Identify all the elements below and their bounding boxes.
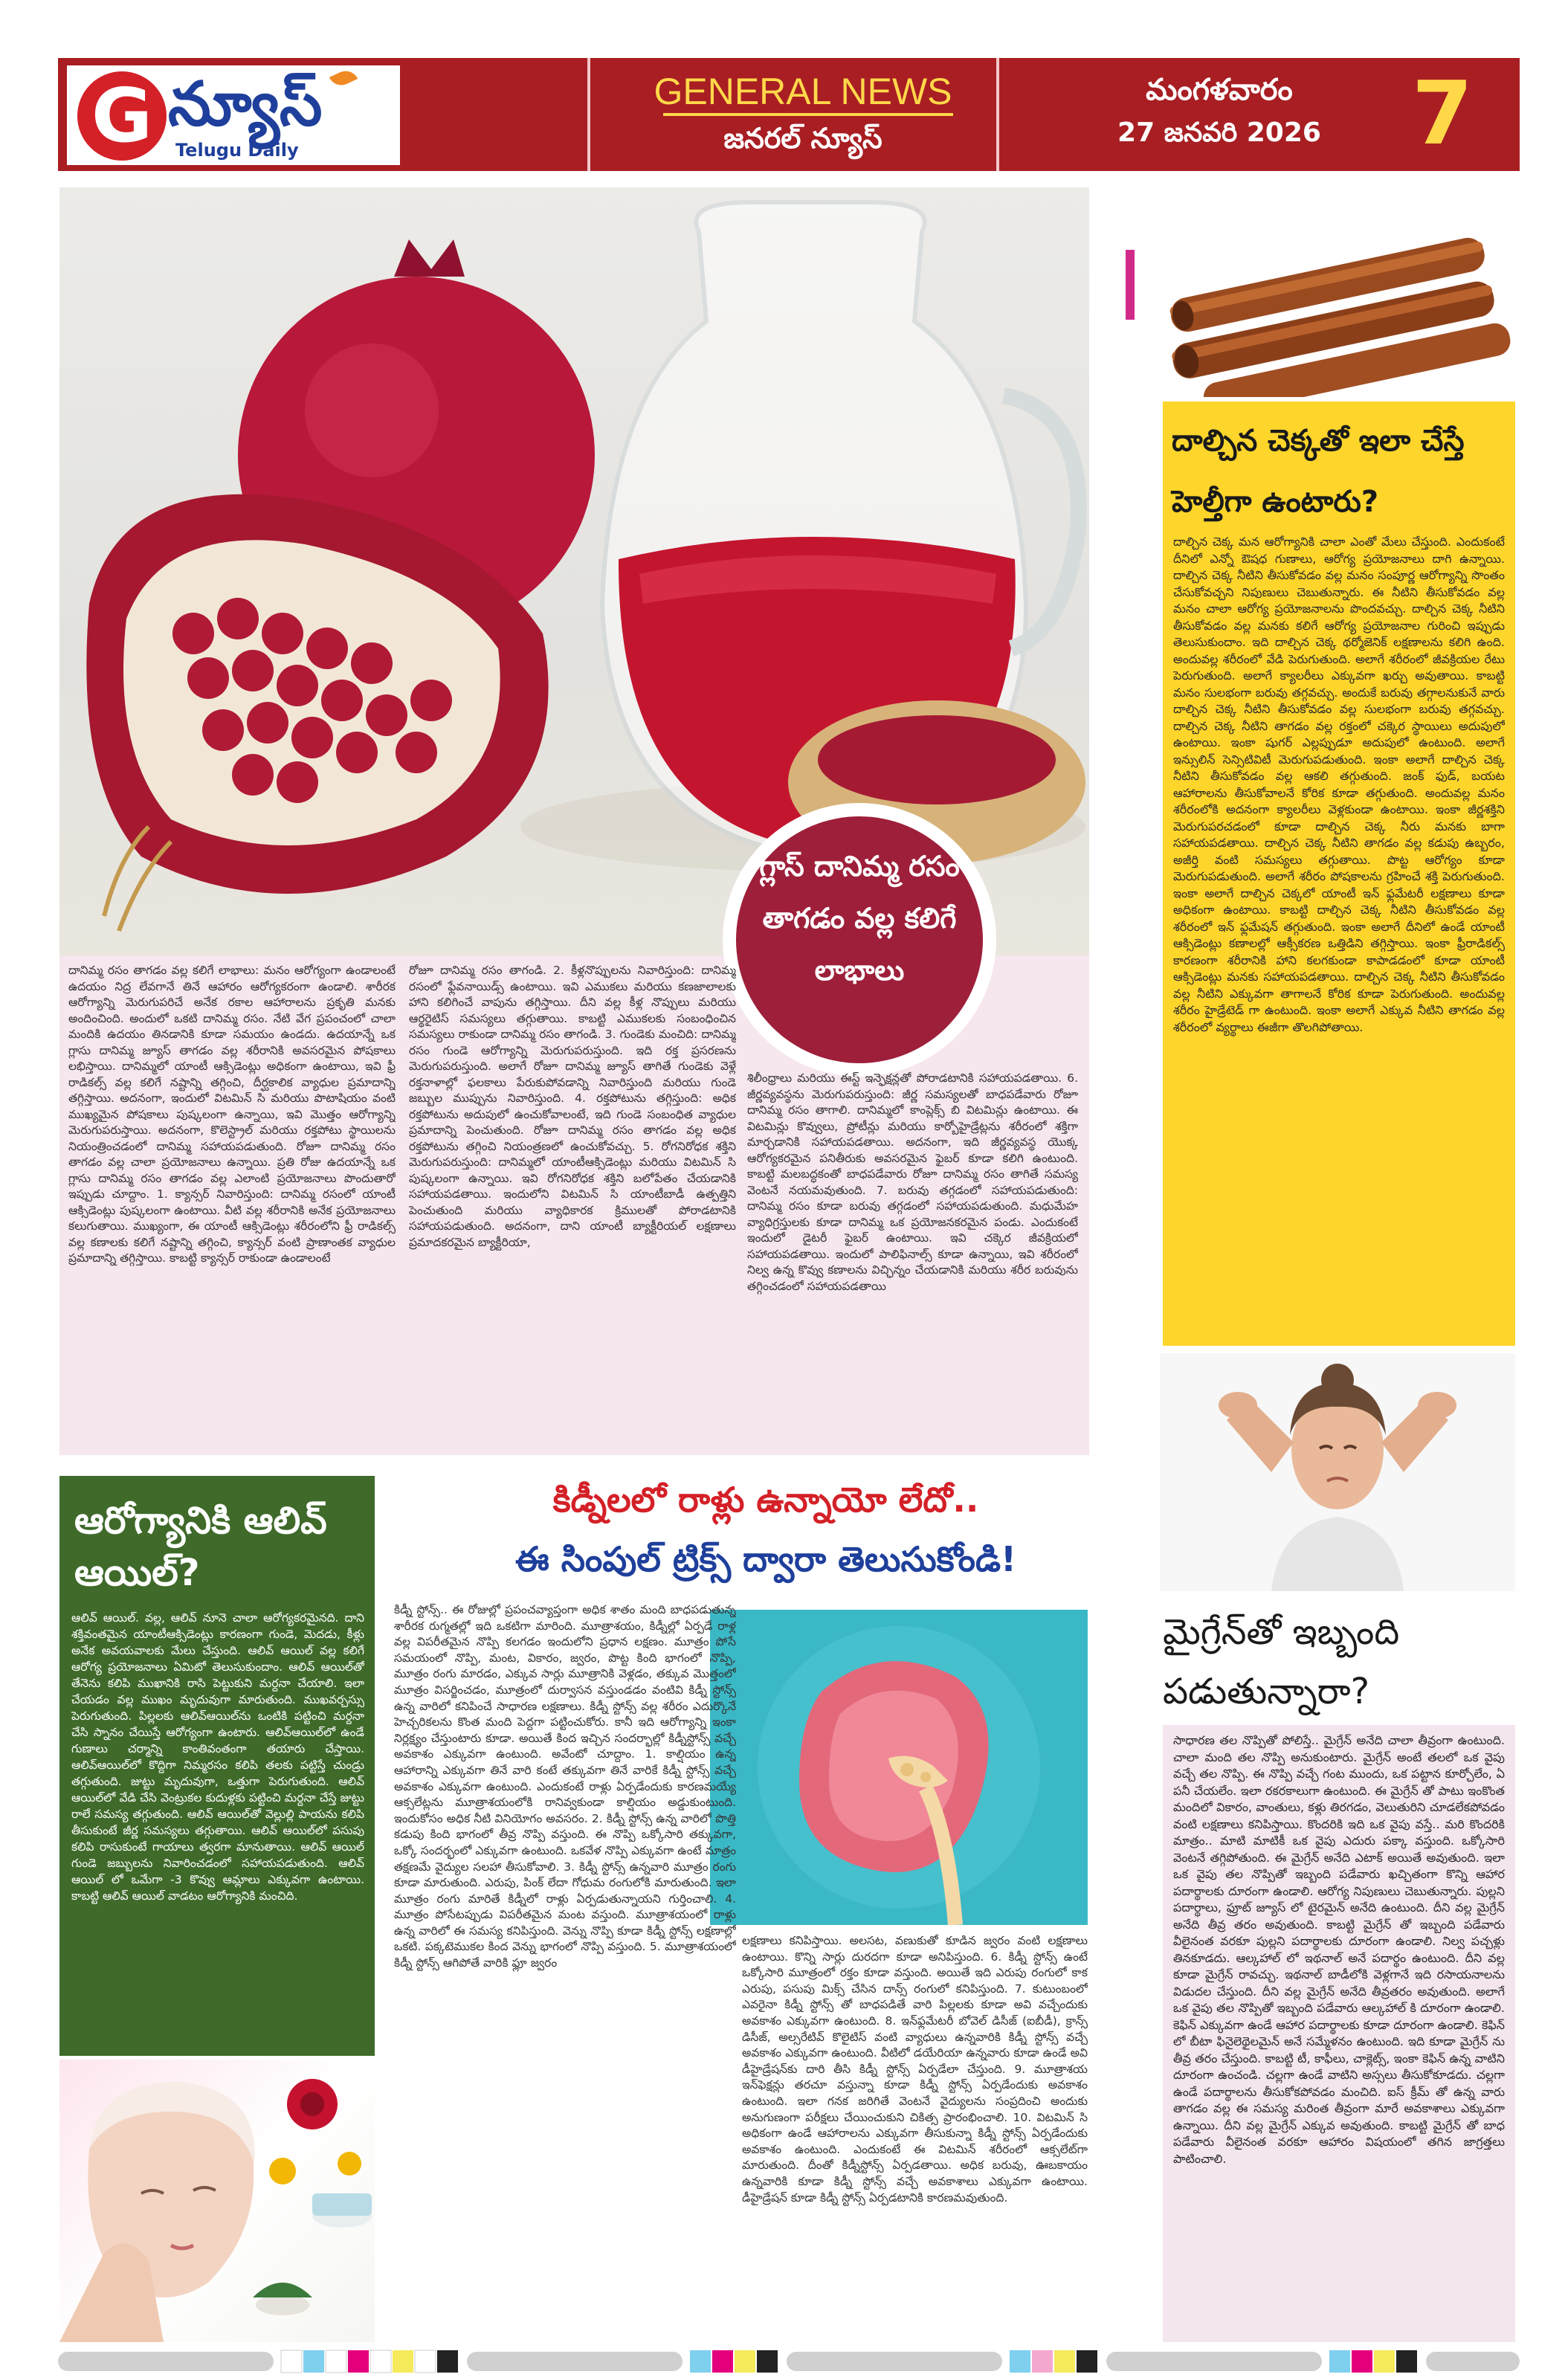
kidney-column-1: కిడ్నీ స్టోన్స్.. ఈ రోజుల్లో ప్రపంచవ్యాప్తంగా అధిక శాతం మంది బాధపడుతున్న శారీరక రుగ్మతల్లో ఇది ఒకటిగా మారింది. మూత్రాశయం, కిడ్నీల్లో ఏర్పడే రాళ్ల వల్ల విపరీతమైన నొప్పి కలగడం ఇందులోని ప్రధాన లక్షణం. మూత్రం పోసే సమయంలో నొప్పి, మంట, వికారం, జ్వరం, పొట్ట కింది భాగంలో నొప్పి, మూత్రం రంగు మారడం, ఎక్కువ సార్లు మూత్రానికి వెళ్లడం, తక్కువ మొత్తంలో మూత్రం విసర్జించడం, మూత్రంలో దుర్వాసన వస్తుండడం వంటివి కిడ్నీ స్టోన్స్ ఉన్న వారిలో కనిపించే సాధారణ లక్షణాలు. కిడ్నీ స్టోన్స్ వల్ల శరీరం ఎదుర్కొనే హెచ్చరికలను కొంత మంది పెద్దగా పట్టించుకోరు. కానీ ఇది ఆరోగ్యాన్ని ఇంకా నిర్లక్ష్యం చేస్తుంటారు కూడా. అయితే కింద ఇచ్చిన సందర్భాల్లో కిడ్నీస్టోన్స్ వచ్చే అవకాశం ఎక్కువగా ఉంటుంది. అవేంటో చూద్దాం. 1. కాల్షియం ఉన్న ఆహారాన్ని ఎక్కువగా తినే వారి కంటే తక్కువగా తినే వారికే కిడ్నీ స్టోన్స్ వచ్చే అవకాశం ఎక్కువగా ఉంటుంది. ఎందుకంటే రాళ్లు ఏర్పడేందుకు కారణమయ్యే ఆక్సలేట్లను మూత్రాశయంలోకి రానివ్వకుండా కాల్షియం అడ్డుకుంటుంది. ఇందుకోసం అధిక నీటి వినియోగం అవసరం. 2. కిడ్నీ స్టోన్స్ ఉన్న వారిలో పొత్తి కడుపు కింది భాగంలో తీవ్ర నొప్పి వస్తుంది. ఈ నొప్పి ఒక్కోసారి తక్కువగా, ఒక్కో సందర్భంలో ఎక్కువగా ఉంటుంది. ఒకవేళ నొప్పి ఎక్కువగా ఉంటే మాత్రం తక్షణమే వైద్యుల సలహా తీసుకోవాలి. 3. కిడ్నీ స్టోన్స్ ఉన్నవారి మూత్రం రంగు కూడా మారుతుంది. ఎరుపు, పింక్ లేదా గోధుమ రంగులోకి మారుతుంది. ఇలా మూత్రం రంగు మారితే కిడ్నీలో రాళ్లు ఏర్పడుతున్నాయని గుర్తించాలి. 4. మూత్రం పోసేటప్పుడు విపరీతమైన మంట వస్తుంది. మూత్రాశయంలో రాళ్లు ఉన్న వారిలో ఈ సమస్య కనిపిస్తుంది. వెన్ను నొప్పి కూడా కిడ్నీ స్టోన్స్ లక్షణాల్లో ఒకటి. పక్కటెముకల కింద వెన్ను భాగంలో నొప్పి వస్తుంది. 5. మూత్రాశయంలో కిడ్నీ స్టోన్స్ ఆగిపోతే వారికి ఫ్లూ జ్వరం: [394, 1603, 736, 1970]
migraine-photo: [1160, 1353, 1515, 1591]
issue-day: మంగళవారం: [1146, 73, 1293, 107]
pomegranate-column-2: రోజూ దానిమ్మ రసం తాగండి. 2. కీళ్లనొప్పులను నివారిస్తుంది: దానిమ్మ రసంలో ఫ్లేవనాయిడ్స్ ఉంటాయి. ఇవి ఎముకలు మరియు కణజాలాలకు హాని కలిగించే వాపును తగ్గిస్తాయి. దీని వల్ల కీళ్ల నొప్పులు మరియు ఆర్థరైటిస్ సమస్యలు తగ్గుతాయి. కాబట్టి ఎముకలకు సంబంధించిన సమస్యలు రాకుండా దానిమ్మ రసం తాగండి. 3. గుండెకు మంచిది: దానిమ్మ రసం గుండె ఆరోగ్యాన్ని మెరుగుపరుస్తుంది. ఇది రక్త ప్రసరణను మెరుగుపరుస్తుంది. అలాగే రోజూ దానిమ్మ జ్యూస్ తాగితే గుండెకు వెళ్లే రక్తనాళాల్లో ఫలకాలు పేరుకుపోవడాన్ని నివారిస్తుంది మరియు గుండె జబ్బుల ముప్పును నివారిస్తుంది. 4. రక్తపోటును తగ్గిస్తుంది: అధిక రక్తపోటును అదుపులో ఉంచుకోవాలంటే, ఇది గుండె సంబంధిత వ్యాధుల ప్రమాదాన్ని పెంచుతుంది. రోజూ దానిమ్మ రసం తాగడం వల్ల అధిక రక్తపోటును తగ్గించి నియంత్రణలో ఉంచుకోవచ్చు. 5. రోగనిరోధక శక్తిని మెరుగుపరుస్తుంది: దానిమ్మలో యాంటీఆక్సిడెంట్లు మరియు విటమిన్ సి పుష్కలంగా ఉన్నాయి. ఇవి రోగనిరోధక శక్తిని బలోపేతం చేయడానికి సహాయపడతాయి. ఇందులోని విటమిన్ సి యాంటీబాడీ ఉత్పత్తిని పెంచుతుంది మరియు వ్యాధికారక క్రిములతో పోరాడటానికి సహాయపడుతుంది. అదనంగా, దాని యాంటీ బ్యాక్టీరియల్ లక్షణాలు ప్రమాదకరమైన బ్యాక్టీరియా,: [409, 964, 736, 1249]
pomegranate-headline: గ్లాస్ దానిమ్మ రసం తాగడం వల్ల కలిగే లాభాలు: [759, 850, 960, 987]
pomegranate-column-3: శిలీంధ్రాలు మరియు ఈస్ట్ ఇన్ఫెక్షన్లతో పోరాడటానికి సహాయపడతాయి. 6. జీర్ణవ్యవస్థను మెరుగుపరుస్తుంది: జీర్ణ సమస్యలతో బాధపడేవారు రోజూ దానిమ్మ రసం తాగాలి. దానిమ్మలో కాంప్లెక్స్ బి విటమిన్లు ఉంటాయి. ఈ విటమిన్లు కొవ్వులు, ప్రోటీన్లు మరియు కార్బోహైడ్రేట్లను శరీరంలో శక్తిగా మార్చడానికి సహాయపడతాయి. అదనంగా, ఇది జీర్ణవ్యవస్థ యొక్క ఆరోగ్యకరమైన పనితీరుకు అవసరమైన ఫైబర్ కూడా కలిగి ఉంటుంది. కాబట్టి మలబద్ధకంతో బాధపడేవారు రోజూ దానిమ్మ రసం తాగితే సమస్య వెంటనే నయమవుతుంది. 7. బరువు తగ్గడంలో సహాయపడుతుంది: దానిమ్మ రసం కూడా బరువు తగ్గడంలో సహాయపడుతుంది. మధుమేహ వ్యాధిగ్రస్తులకు కూడా దానిమ్మ ఒక ప్రయోజనకరమైన పండు. ఎందుకంటే ఇందులో డైటరీ ఫైబర్ ఉంటాయి. ఇవి చక్కెర జీవక్రియలో సహాయపడతాయి. ఇందులో పాలిఫినాల్స్ కూడా ఉన్నాయి, ఇవి శరీరంలో నిల్వ ఉన్న కొవ్వు కణాలను విచ్ఛిన్నం చేయడానికి మరియు శరీర బరువును తగ్గించడంలో సహాయపడతాయి: [747, 1071, 1078, 1293]
kidney-illustration: [710, 1610, 1088, 1925]
section-marker: [1126, 250, 1135, 320]
migraine-body: సాధారణ తల నొప్పితో పోలిస్తే.. మైగ్రేన్ అనేది చాలా తీవ్రంగా ఉంటుంది. చాలా మంది తల నొప్పి అనుకుంటారు. మైగ్రేన్ అంటే తలలో ఒక వైపు వచ్చే తల నొప్పి. ఈ నొప్పి వచ్చే గంట ముందు, ఒక పట్టాన కూర్చోలేం, ఏ పనీ చేయలేం. ఇలా రకరకాలుగా ఉంటుంది. ఈ మైగ్రేన్ తో పాటు ఇంకొంత మందిలో వికారం, వాంతులు, కళ్లు తిరగడం, వెలుతురిని చూడలేకపోవడం వంటి లక్షణాలు కనిపిస్తాయి. కొందరికి ఇది ఒక వైపు వస్తే.. మరి కొందరికి మాత్రం.. మాటి మాటికీ ఒక వైపు ఎదురు పక్కా వస్తుంది. ఒక్కోసారి వెంటనే తగ్గిపోతుంది. ఈ మైగ్రేన్ అనేది ఎటాక్ అయితే అవుతుంది. ఇలా ఒక వైపు తల నొప్పితో ఇబ్బంది పడేవారు ఖచ్చితంగా కొన్ని ఆహార పదార్థాలకు దూరంగా ఉండాలి. ఆరోగ్య నిపుణులు చెబుతున్నారు. పుల్లని పదార్థాలు, ఫ్రూట్ జ్యూస్ లో టైరమైన్ అనేది ఉంటుంది. దీని వల్ల మైగ్రేన్ అనేది తీవ్ర తరం అవుతుంది. కాబట్టి మైగ్రేన్ తో ఇబ్బంది పడేవారు వీలైనంత వరకూ పుల్లని పదార్థాలకు దూరంగా ఉండాలి. నిల్వ పచ్చళ్లు తినకూడదు. ఆల్కహాల్ లో ఇథనాల్ అనే పదార్థం ఉంటుంది. దీని వల్ల కూడా మైగ్రేన్ రావచ్చు. ఇథనాల్ బాడీలోకి వెళ్లగానే ఇది రసాయనాలను విడుదల చేస్తుంది. దీని వల్ల మైగ్రేన్ అనేది తీవ్రతరం అవుతుంది. అలాగే ఒక వైపు తల నొప్పితో ఇబ్బంది పడేవారు ఆల్కహాల్ కి దూరంగా ఉండాలి. కెఫిన్ ఎక్కువగా ఉండే ఆహార పదార్థాలకు కూడా దూరంగా ఉండాలి. కెఫిన్ లో బీటా ఫినైలెథైలమైన్ అనే సమ్మేళనం ఉంటుంది. ఇది కూడా మైగ్రేన్ ను తీవ్ర తరం చేస్తుంది. కాబట్టి టీ, కాఫీలు, చాక్లెట్స్, ఇంకా కెఫిన్ ఉన్న వాటిని దూరంగా ఉంచండి. చల్లగా ఉండే వాటిని అస్సలు తీసుకోకూడదు. చల్లగా ఉండే పదార్థాలను తీసుకోకపోవడం మంచిది. ఐస్ క్రీమ్ తో ఉన్న వారు తాగడం వల్ల ఈ సమస్య మరింత తీవ్రంగా మారే అవకాశాలు ఎక్కువగా ఉన్నాయి. దీని వల్ల మైగ్రేన్ ఎక్కువ అవుతుంది. కాబట్టి మైగ్రేన్ తో బాధ పడేవారు వీలైనంత వరకూ ఆహారం విషయంలో తగిన జాగ్రత్తలు పాటించాలి.: [1173, 1733, 1505, 2166]
section-title-te: జనరల్ న్యూస్: [723, 122, 882, 155]
print-color-bar: [58, 2346, 1520, 2377]
issue-date: 27 జనవరి 2026: [1117, 117, 1321, 148]
section-underline: [663, 113, 953, 116]
kidney-headline-2: ఈ సింపుల్ ట్రిక్స్ ద్వారా తెలుసుకోండి!: [515, 1539, 1016, 1579]
logo-letter: G: [77, 71, 167, 161]
logo-word: న్యూస్: [168, 68, 323, 140]
logo-subtitle: Telugu Daily: [175, 140, 299, 161]
skincare-illustration: [59, 2060, 375, 2342]
migraine-illustration: [1160, 1353, 1515, 1591]
kidney-headline-1: కిడ్నీలలో రాళ్లు ఉన్నాయో లేదో..: [552, 1480, 979, 1520]
pomegranate-column-1: దానిమ్మ రసం తాగడం వల్ల కలిగే లాభాలు: మనం ఆరోగ్యంగా ఉండాలంటే ఉదయం నిద్ర లేవగానే తినే ఆహారం ఆరోగ్యకరంగా ఉండాలి. శారీరక ఆరోగ్యాన్ని మెరుగుపరిచే అనేక రకాల ఆహారాలను ప్రకృతి మనకు అందించింది. అందులో ఒకటి దానిమ్మ రసం. నేటి వేగ ప్రపంచంలో చాలా మందికి ఉదయం తినడానికి కూడా సమయం ఉండదు. ఉదయాన్నే ఒక గ్లాసు దానిమ్మ జ్యూస్ తాగడం వల్ల శరీరానికి అవసరమైన పోషకాలు లభిస్తాయి. దానిమ్మలో యాంటీ ఆక్సిడెంట్లు అధికంగా ఉంటాయి, ఇవి ఫ్రీ రాడికల్స్ వల్ల కలిగే నష్టాన్ని తగ్గించి, దీర్ఘకాలిక వ్యాధుల ప్రమాదాన్ని తగ్గిస్తాయి. అదనంగా, ఇందులో విటమిన్ సి మరియు పొటాషియం వంటి ముఖ్యమైన పోషకాలు పుష్కలంగా ఉన్నాయి, ఇవి మొత్తం ఆరోగ్యాన్ని మెరుగుపరుస్తాయి. అదనంగా, కొలెస్ట్రాల్ మరియు రక్తపోటు స్థాయిలను నియంత్రించడంలో దానిమ్మ సహాయపడుతుంది. రోజూ దానిమ్మ రసం తాగడం వల్ల చాలా ప్రయోజనాలు ఉన్నాయి. ప్రతి రోజు ఉదయాన్నే ఒక గ్లాసు దానిమ్మ రసం తాగడం వల్ల ఎలాంటి ప్రయోజనాలు పొందుతారో ఇప్పుడు చూద్దాం. 1. క్యాన్సర్ నివారిస్తుంది: దానిమ్మ రసంలో యాంటీ ఆక్సిడెంట్లు పుష్కలంగా ఉంటాయి. వీటి వల్ల శరీరానికి అనేక ప్రయోజనాలు కలుగుతాయి. ముఖ్యంగా, ఈ యాంటీ ఆక్సిడెంట్లు శరీరంలోని ఫ్రీ రాడికల్స్ వల్ల కణాలకు కలిగే నష్టాన్ని తగ్గించి, క్యాన్సర్ వంటి ప్రాణాంతక వ్యాధుల ప్రమాదాన్ని తగ్గిస్తాయి. కాబట్టి క్యాన్సర్ రాకుండా ఉండాలంటే: [68, 964, 396, 1265]
section-title-en: GENERAL NEWS: [654, 71, 952, 112]
cinnamon-headline: దాల్చిన చెక్కతో ఇలా చేస్తే హెల్తీగా ఉంటారు?: [1172, 424, 1465, 519]
page-number: 7: [1411, 62, 1474, 164]
olive-headline: ఆరోగ్యానికి ఆలివ్ ఆయిల్?: [74, 1499, 327, 1594]
kidney-photo: [710, 1610, 1088, 1925]
kidney-column-2: లక్షణాలు కనిపిస్తాయి. అలసట, వణుకుతో కూడిన జ్వరం వంటి లక్షణాలు ఉంటాయి. కొన్ని సార్లు దురదగా కూడా అనిపిస్తుంది. 6. కిడ్నీ స్టోన్స్ ఉంటే ఒక్కోసారి మూత్రంలో రక్తం కూడా వస్తుంది. అయితే ఇది ఎరుపు రంగులో కాక ఎరుపు, పసుపు మిక్స్ చేసిన దాన్స్ రంగులో కనిపిస్తుంది. 7. కుటుంబంలో ఎవరైనా కిడ్నీ స్టోన్స్ తో బాధపడితే వారి పిల్లలకు కూడా అవి వచ్చేందుకు అవకాశం ఎక్కువగా ఉంటుంది. 8. ఇన్‌ఫ్లమేటరీ బోవెల్ డిసీజ్ (ఐబీడీ), క్రాన్స్ డిసీజ్, అల్సరేటివ్ కొలైటిస్ వంటి వ్యాధులు ఉన్నవారికి కిడ్నీ స్టోన్స్ వచ్చే అవకాశం ఎక్కువగా ఉంటుంది. వీటిలో డయేరియా ఉన్నవారు కూడా ఉండే అవి డీహైడ్రేషన్‌కు దారి తీసి కిడ్నీ స్టోన్స్ ఏర్పడేలా చేస్తుంది. 9. మూత్రాశయ ఇన్‌ఫెక్షన్లు తరచూ వస్తున్నా కూడా కిడ్నీ స్టోన్స్ ఏర్పడేందుకు అవకాశం ఉంటుంది. ఇలా గనక జరిగితే వెంటనే వైద్యులను సంప్రదించి అందుకు అనుగుణంగా పరీక్షలు చేయించుకుని చికిత్స ప్రారంభించాలి. 10. విటమిన్ సి అధికంగా ఉండే ఆహారాలను ఎక్కువగా తీసుకున్నా కిడ్నీ స్టోన్స్ ఏర్పడేందుకు అవకాశం ఉంటుంది. ఎందుకంటే ఈ విటమిన్ శరీరంలో ఆక్సలేట్‌గా మారుతుంది. దీంతో కిడ్నీస్టోన్స్ ఏర్పడతాయి. అధిక బరువు, ఊబకాయం ఉన్నవారికి కూడా కిడ్నీ స్టోన్స్ వచ్చే అవకాశాలు ఎక్కువగా ఉంటాయి. డీహైడ్రేషన్ కూడా కిడ్నీ స్టోన్స్ ఏర్పడటానికి కారణమవుతుంది.: [742, 1934, 1088, 2205]
migraine-headline: మైగ్రేన్‌తో ఇబ్బంది పడుతున్నారా?: [1163, 1611, 1400, 1712]
color-registration-strip: [58, 2346, 1520, 2377]
header-divider: [587, 58, 590, 171]
cinnamon-illustration: [1160, 236, 1515, 397]
olive-body: ఆలివ్ ఆయిల్. వల్ల, ఆలివ్ నూనె చాలా ఆరోగ్యకరమైనది. దాని శక్తివంతమైన యాంటీఆక్సిడెంట్లు కారణంగా గుండె, మెదడు, కీళ్లు అనేక అవయవాలకు మేలు చేస్తుంది. ఆలివ్ ఆయిల్ వల్ల కలిగే ఆరోగ్య ప్రయోజనాలు ఏమిటో తెలుసుకుందాం. ఆలివ్ ఆయిల్‌తో తేనెను కలిపి ముఖానికి రాసి పెట్టుకుని మర్దనా చేయాలి. ఇలా చేయడం వల్ల ముఖం మృదువుగా మారుతుంది. ముఖవర్చస్సు పెరుగుతుంది. పిల్లలకు ఆలివ్‌ఆయిల్‌ను ఒంటికి పట్టించి మర్దనా చేసి స్నానం చేయిస్తే ఆరోగ్యంగా ఉంటారు. ఆలివ్‌ఆయిల్‌లో ఉండే గుణాలు చర్మాన్ని కాంతివంతంగా తయారు చేస్తాయి. ఆలివ్‌ఆయిల్‌లో కొద్దిగా నిమ్మరసం కలిపి తలకు పట్టిస్తే చుండ్రు తగ్గుతుంది. జుట్టు మృదువుగా, ఒత్తుగా పెరుగుతుంది. ఆలివ్ ఆయిల్‌లో వేడి చేసి వెంట్రుకల కుదుళ్లకు పట్టించి మర్దనా చేస్తే జుట్టు రాలే సమస్య తగ్గుతుంది. ఆలివ్ ఆయిల్‌తో వెల్లుల్లి పాయను కలిపి తీసుకుంటే జీర్ణ సమస్యలు తగ్గుతాయి. ఆలివ్ ఆయిల్‌లో పసుపు కలిపి రాసుకుంటే గాయాలు త్వరగా మానుతాయి. ఆలివ్ ఆయిల్ గుండె జబ్బులను నివారించడంలో సహాయపడుతుంది. ఆలివ్ ఆయిల్ లో ఒమేగా -3 కొవ్వు ఆమ్లాలు ఎక్కువగా ఉంటాయి. కాబట్టి ఆలివ్ ఆయిల్ వాడటం ఆరోగ్యానికి మంచిది.: [71, 1611, 364, 1903]
cinnamon-photo: [1160, 236, 1515, 397]
skincare-photo: [59, 2060, 375, 2342]
cinnamon-body: దాల్చిన చెక్క మన ఆరోగ్యానికి చాలా ఎంతో మేలు చేస్తుంది. ఎందుకంటే దీనిలో ఎన్నో ఔషధ గుణాలు, ఆరోగ్య ప్రయోజనాలు దాగి ఉన్నాయి. దాల్చిన చెక్క నీటిని తీసుకోవడం వల్ల మనం సంపూర్ణ ఆరోగ్యాన్ని సొంతం చేసుకోవచ్చని నిపుణులు చెబుతున్నారు. ఈ నీటిని తీసుకోవడం వల్ల మనం చాలా ఆరోగ్య ప్రయోజనాలను పొందవచ్చు. దాల్చిన చెక్క నీటిని తీసుకోవడం వల్ల మనకు కలిగే ఆరోగ్య ప్రయోజనాల గురించి ఇప్పుడు తెలుసుకుందాం. ఇది దాల్చిన చెక్క థర్మోజెనిక్ లక్షణాలను కలిగి ఉంది. అందువల్ల శరీరంలో వేడి పెరుగుతుంది. అలాగే శరీరంలో జీవక్రియల రేటు పెరుగుతుంది. అలాగే క్యాలరీలు ఎక్కువగా ఖర్చు అవుతాయి. కాబట్టి మనం సులభంగా బరువు తగ్గవచ్చు. అందుకే బరువు తగ్గాలనుకునే వారు దాల్చిన చెక్క నీటిని తీసుకోవడం వల్ల సులభంగా బరువు తగ్గవచ్చు. దాల్చిన చెక్క నీటిని తాగడం వల్ల రక్తంలో చక్కెర స్థాయిలు అదుపులో ఉంటాయి. ఇంకా షుగర్ ఎల్లప్పుడూ అదుపులో ఉంటుంది. అలాగే ఇన్సులిన్ సెన్సిటివిటీ మెరుగుపడుతుంది. ఇంకా అలాగే దాల్చిన చెక్క నీటిని తీసుకోవడం వల్ల ఆకలి తగ్గుతుంది. జంక్ ఫుడ్, బయట ఆహారాలను తీసుకోవాలనే కోరిక కూడా తగ్గుతుంది. అందువల్ల మనం శరీరంలోకి అదనంగా క్యాలరీలు వెళ్లకుండా ఉంటాయి. ఇంకా జీర్ణశక్తిని మెరుగుపరచడంలో కూడా దాల్చిన చెక్క నీరు మనకు బాగా సహాయపడతాయి. దాల్చిన చెక్క నీటిని తాగడం వల్ల కడుపు ఉబ్బరం, అజీర్తి వంటి సమస్యలు తగ్గుతాయి. పొట్ట ఆరోగ్యం కూడా మెరుగుపడుతుంది. అలాగే శరీరం పోషకాలను గ్రహించే శక్తి పెరుగుతుంది. ఇంకా అలాగే దాల్చిన చెక్కలో యాంటీ ఇన్ ఫ్లమేటరీ లక్షణాలు కూడా అధికంగా ఉంటాయి. కాబట్టి దాల్చిన చెక్క నీటిని తీసుకోవడం వల్ల శరీరంలో ఇన్ ఫ్లమేషన్ తగ్గుతుంది. ఇంకా అలాగే దీనిలో ఉండే యాంటీ ఆక్సిడెంట్లు కణాలల్లో ఆక్సీకరణ ఒత్తిడిని తగ్గిస్తాయి. ఇంకా ఫ్రీరాడికల్స్ కారణంగా శరీరానికి హాని కలగకుండా కాపాడడంలో కూడా యాంటీ ఆక్సిడెంట్లు మనకు సహాయపడతాయి. దాల్చిన చెక్క నీటిని తీసుకోవడం వల్ల నీటిని ఎక్కువగా తాగాలనే కోరిక కూడా పెరుగుతుంది. అందువల్ల శరీరం హైడ్రేటెడ్ గా ఉంటుంది. ఇంకా అలాగే ఎక్కువ నీటిని తాగడం వల్ల శరీరంలో వ్యర్థాలు ఈజీగా తొలగిపోతాయి.: [1173, 535, 1505, 1034]
